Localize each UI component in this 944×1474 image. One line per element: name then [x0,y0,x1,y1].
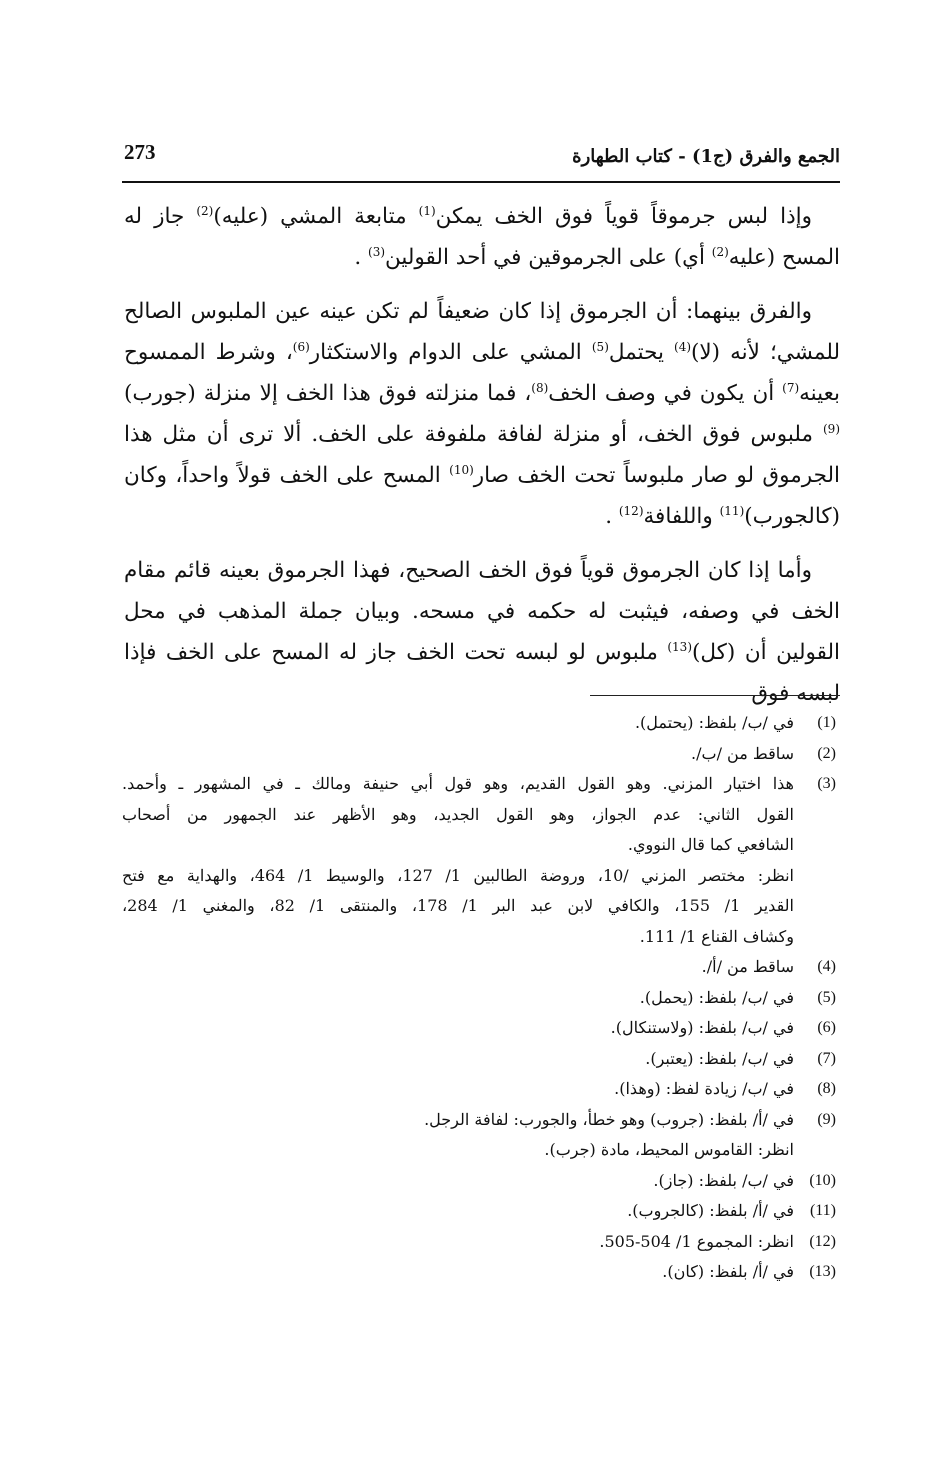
paragraph-1 [124,196,840,278]
text-run: جاز له المسح (عليه [124,204,840,270]
footnote-text: في /أ/ بلفظ: (كالجروب). [627,1201,794,1220]
text-run: ملبوس فوق الخف، أو منزلة لفافة ملفوفة على الخف. ألا ترى أن مثل هذا الجرموق لو صار ملبوساً تحت الخف صار [124,422,840,488]
footnote-text: هذا اختيار المزني. وهو القول القديم، وهو قول أبي حنيفة ومالك ـ في المشهور ـ وأحمد. [122,774,794,793]
text-run: يحتمل [608,340,675,365]
footnote-marker: (2) [196,204,214,218]
footnote-number: (4) [817,958,836,975]
footnote-number: (8) [817,1080,836,1097]
page-number: 273 [124,140,156,164]
footnote-number: (9) [817,1110,836,1128]
main-text [124,196,840,727]
text-run: والفرق بينهما: أن الجرموق إذا كان ضعيفاً لم تكن عينه عين الملبوس الصالح للمشي؛ لأنه (لا) [124,299,841,365]
footnote-11 [122,1196,840,1227]
text-run: ملبوس لو لبسه تحت الخف جاز له المسح على الخف فإذا لبسه فوق [124,640,840,706]
footnote-text: القول الثاني: عدم الجواز، وهو القول الجديد، وهو الأظهر عند الجمهور من أصحاب [122,804,794,824]
footnote-text: ساقط من /أ/. [701,957,794,976]
footnote-9 [122,1105,840,1166]
footnote-3 [122,769,840,952]
text-run: المسح على الخف قولاً واحداً، وكان (كالجورب) [124,463,840,529]
footnote-divider [590,695,840,696]
text-run: ، فما منزلته فوق هذا الخف إلا منزلة (جورب) [124,381,532,406]
footnote-marker: (10) [449,463,474,477]
footnote-number: (2) [817,744,836,762]
footnote-marker: (13) [667,640,693,654]
footnote-2 [122,739,840,770]
paragraph-3 [124,550,840,714]
footnote-text: في /ب/ بلفظ: (يعتبر). [645,1048,794,1068]
footnote-marker: (6) [292,340,310,354]
text-run: ، وشرط الممسوح بعينه [124,340,841,406]
footnote-marker: (9) [822,422,840,436]
text-run: وأما إذا كان الجرموق قوياً فوق الخف الصحيح، فهذا الجرموق بعينه قائم مقام الخف في وصفه، فيثبت له حكمه في مسحه. وبيان جملة المذهب في محل القولين أن (كل) [124,558,841,665]
footnote-number: (1) [817,714,836,731]
footnote-4 [122,952,840,983]
footnote-1 [122,708,840,739]
text-run: . [354,245,369,270]
footnote-text: في /ب/ بلفظ: (يحتمل). [634,713,794,732]
footnote-5 [122,983,840,1014]
footnote-text: انظر: المجموع 1/ 504-505. [599,1231,794,1251]
footnote-12 [122,1227,840,1258]
text-run: . [605,504,619,529]
footnote-marker: (3) [368,245,386,259]
footnote-7 [122,1044,840,1075]
footnote-marker: (11) [719,504,745,518]
footnote-6 [122,1013,840,1044]
footnote-text: في /ب/ بلفظ: (ولاستنكال). [610,1018,794,1037]
footnote-text: انظر: القاموس المحيط، مادة (جرب). [544,1140,794,1159]
footnote-13 [122,1257,840,1288]
footnote-number: (12) [809,1232,836,1250]
running-title: الجمع والفرق (ج1) - كتاب الطهارة [572,146,840,167]
footnote-text: الشافعي كما قال النووي. [627,835,794,854]
footnote-8 [122,1074,840,1105]
header-divider [122,181,840,183]
footnote-text: في /أ/ بلفظ: (جروب) وهو خطأ، والجورب: لفافة الرجل. [424,1109,794,1129]
running-header [122,140,840,180]
paragraph-2 [124,291,840,537]
footnote-number: (3) [817,775,836,792]
text-run: المشي على الدوام والاستكثار [309,340,592,365]
footnote-number: (13) [809,1263,836,1280]
footnote-text: في /ب/ بلفظ: (جاز). [653,1170,794,1190]
footnote-number: (10) [809,1171,836,1189]
text-run: وإذا لبس جرموقاً قوياً فوق الخف يمكن [435,204,812,229]
footnote-text: في /أ/ بلفظ: (كان). [662,1262,794,1281]
footnote-marker: (8) [531,381,549,395]
footnote-marker: (2) [711,245,729,259]
footnote-text: ساقط من /ب/. [691,743,794,763]
text-run: واللفافة [643,504,720,529]
footnote-marker: (5) [591,340,609,354]
footnote-text: وكشاف القناع 1/ 111. [639,926,794,946]
footnote-marker: (12) [618,504,644,518]
footnotes-list [122,708,840,1288]
footnote-10 [122,1166,840,1197]
footnote-number: (6) [817,1019,836,1036]
text-run: متابعة المشي (عليه) [213,204,419,229]
footnote-marker: (4) [674,340,692,354]
footnote-text: انظر: مختصر المزني /10، وروضة الطالبين 1/ 127، والوسيط 1/ 464، والهداية مع فتح [122,865,795,885]
footnote-number: (11) [809,1202,836,1219]
footnote-text: في /ب/ زيادة لفظ: (وهذا). [614,1079,794,1098]
footnote-number: (7) [817,1049,836,1067]
footnote-number: (5) [817,988,836,1006]
footnote-text: في /ب/ بلفظ: (يحمل). [639,987,794,1007]
footnote-marker: (7) [782,381,800,395]
text-run: أن يكون في وصف الخف [548,381,783,406]
footnote-marker: (1) [418,204,436,218]
text-run: أي) على الجرموقين في أحد القولين [385,245,712,270]
footnote-text: القدير 1/ 155، والكافي لابن عبد البر 1/ 178، والمنتقى 1/ 82، والمغني 1/ 284، [122,896,794,915]
